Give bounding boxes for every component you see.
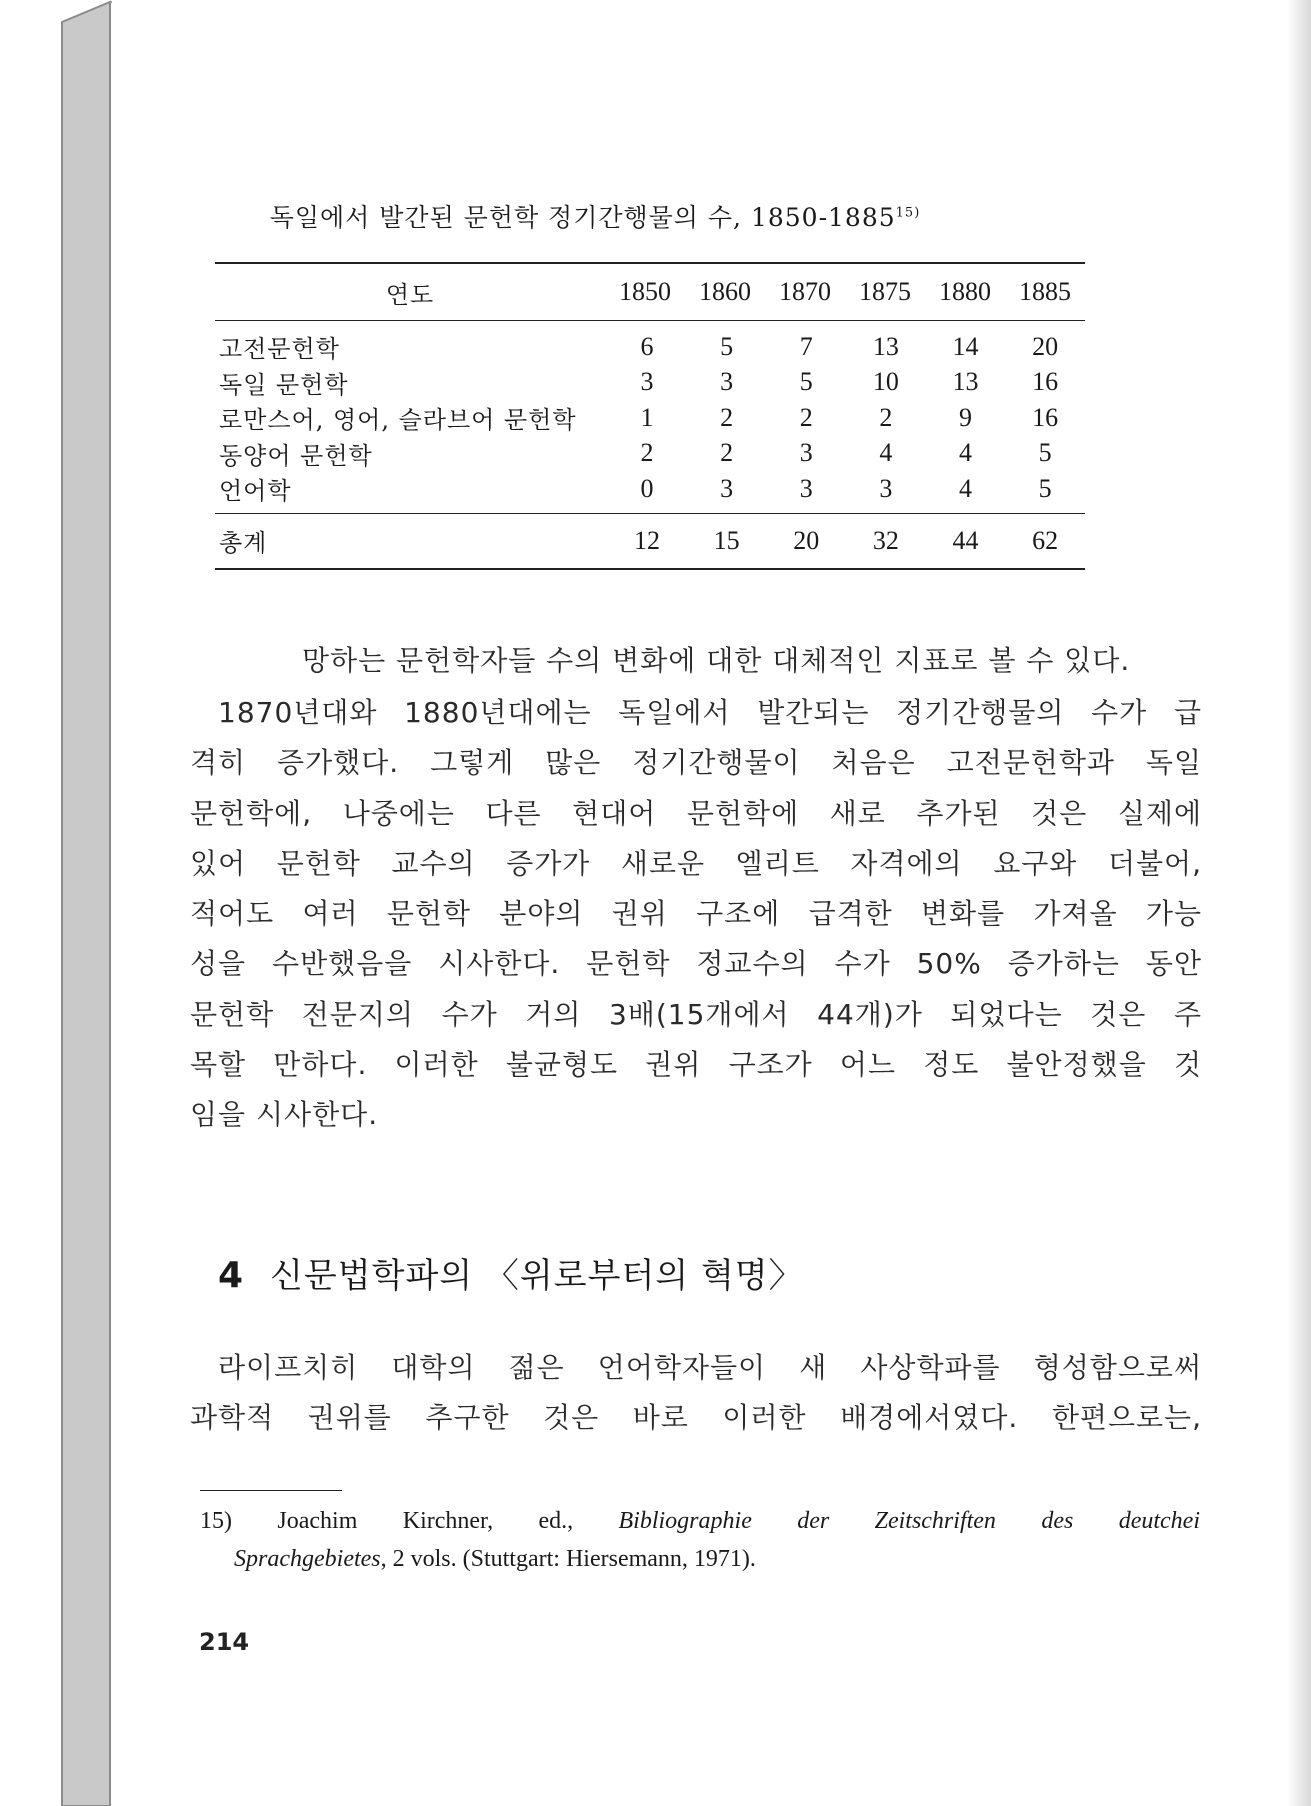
header-year: 1870	[779, 277, 831, 306]
total-cell: 44	[952, 525, 979, 555]
cell: 3	[799, 473, 813, 503]
header-year: 1860	[699, 277, 751, 306]
row-label: 고전문헌학	[219, 335, 340, 364]
cell: 6	[640, 331, 654, 361]
cell: 5	[1038, 438, 1052, 468]
table-bottom-rule	[215, 568, 1085, 570]
cell: 3	[799, 438, 813, 468]
text-line: 라이프치히 대학의 젊은 언어학자들이 새 사상학파를 형성함으로써	[218, 1351, 1202, 1384]
text-line: 적어도 여러 문헌학 분야의 권위 구조에 급격한 변화를 가져올 가능	[190, 897, 1202, 931]
table-body	[215, 321, 1085, 513]
cell: 13	[872, 331, 899, 361]
table-row	[215, 400, 1085, 436]
cell: 5	[799, 367, 813, 397]
footnote-line	[200, 1540, 1200, 1578]
cell: 3	[720, 473, 734, 503]
table-header-row	[215, 264, 1085, 320]
text-line: 과학적 권위를 추구한 것은 바로 이러한 배경에서였다. 한편으로는,	[190, 1401, 1202, 1435]
text-line: 목할 만하다. 이러한 불균형도 권위 구조가 어느 정도 불안정했을 것	[190, 1048, 1202, 1082]
total-cell: 62	[1032, 525, 1059, 555]
cell: 2	[720, 438, 734, 468]
footnote-number: 15)	[200, 1508, 232, 1534]
table-row	[215, 436, 1085, 472]
cell: 5	[1038, 473, 1052, 503]
cell: 1	[640, 402, 654, 432]
footnote-author: Joachim Kirchner, ed.,	[277, 1508, 574, 1534]
cell: 4	[959, 473, 973, 503]
cell: 13	[952, 367, 979, 397]
total-label: 총계	[219, 529, 268, 557]
cell: 16	[1032, 367, 1059, 397]
text-line: 격히 증가했다. 그렇게 많은 정기간행물이 처음은 고전문헌학과 독일	[190, 746, 1202, 780]
paragraph	[190, 688, 1202, 1141]
text-line: 있어 문헌학 교수의 증가가 새로운 엘리트 자격에의 요구와 더불어,	[190, 846, 1202, 880]
footnote-rest: , 2 vols. (Stuttgart: Hiersemann, 1971).	[380, 1546, 756, 1572]
page-number: 214	[199, 1628, 250, 1656]
total-cell: 12	[634, 525, 661, 555]
text-line: 1870년대와 1880년대에는 독일에서 발간되는 정기간행물의 수가 급	[218, 696, 1202, 729]
total-cell: 32	[872, 525, 899, 555]
section-heading	[218, 1248, 804, 1297]
header-year: 1850	[619, 277, 671, 306]
text-line: 문헌학에, 나중에는 다른 현대어 문헌학에 새로 추가된 것은 실제에	[190, 796, 1202, 830]
cell: 2	[720, 402, 734, 432]
footnote-title: Bibliographie der Zeitschriften des deutchei	[618, 1508, 1200, 1534]
total-cell: 20	[793, 525, 820, 555]
footnote-rule	[200, 1490, 342, 1491]
book-edge	[0, 0, 112, 1806]
total-cell: 15	[713, 525, 740, 555]
row-label: 로만스어, 영어, 슬라브어 문헌학	[219, 406, 577, 435]
footnote-ref: 15)	[895, 205, 921, 221]
cell: 16	[1032, 402, 1059, 432]
cell: 3	[879, 473, 893, 503]
cell: 14	[952, 331, 979, 361]
table-caption	[210, 198, 980, 234]
text-line: 성을 수반했음을 시사한다. 문헌학 정교수의 수가 50% 증가하는 동안	[190, 947, 1202, 981]
footnote	[200, 1502, 1200, 1578]
cell: 7	[799, 331, 813, 361]
cell: 3	[720, 367, 734, 397]
cell: 3	[640, 367, 654, 397]
row-label: 독일 문헌학	[219, 370, 349, 399]
row-label: 동양어 문헌학	[219, 441, 373, 470]
section-title: 신문법학파의 〈위로부터의 혁명〉	[270, 1256, 804, 1296]
section-number: 4	[218, 1255, 245, 1296]
paragraph	[190, 1343, 1202, 1444]
cell: 2	[799, 402, 813, 432]
text-line: 문헌학 전문지의 수가 거의 3배(15개에서 44개)가 되었다는 것은 주	[190, 997, 1202, 1031]
cell: 4	[959, 438, 973, 468]
text-line: 임을 시사한다.	[190, 1098, 379, 1132]
table-row	[215, 329, 1085, 365]
text-line: 망하는 문헌학자들 수의 변화에 대한 대체적인 지표로 볼 수 있다.	[302, 644, 1131, 677]
table-caption-text: 독일에서 발간된 문헌학 정기간행물의 수, 1850-1885	[269, 203, 896, 232]
periodicals-table	[215, 262, 1085, 570]
table-total-row	[215, 514, 1085, 568]
cell: 5	[720, 331, 734, 361]
cell: 2	[879, 402, 893, 432]
footnote-line	[200, 1502, 1200, 1540]
header-year: 1875	[859, 277, 911, 306]
header-year: 1885	[1019, 277, 1071, 306]
header-year: 1880	[939, 277, 991, 306]
paragraph-continuation	[190, 636, 1202, 686]
page-shadow	[1287, 0, 1311, 1806]
cell: 4	[879, 438, 893, 468]
cell: 20	[1032, 331, 1059, 361]
table-row	[215, 471, 1085, 507]
cell: 2	[640, 438, 654, 468]
table-row	[215, 365, 1085, 401]
cell: 9	[959, 402, 973, 432]
header-label: 연도	[385, 280, 435, 309]
cell: 10	[872, 367, 899, 397]
row-label: 언어학	[219, 477, 292, 506]
footnote-title-cont: Sprachgebietes	[234, 1546, 381, 1572]
cell: 0	[640, 473, 654, 503]
